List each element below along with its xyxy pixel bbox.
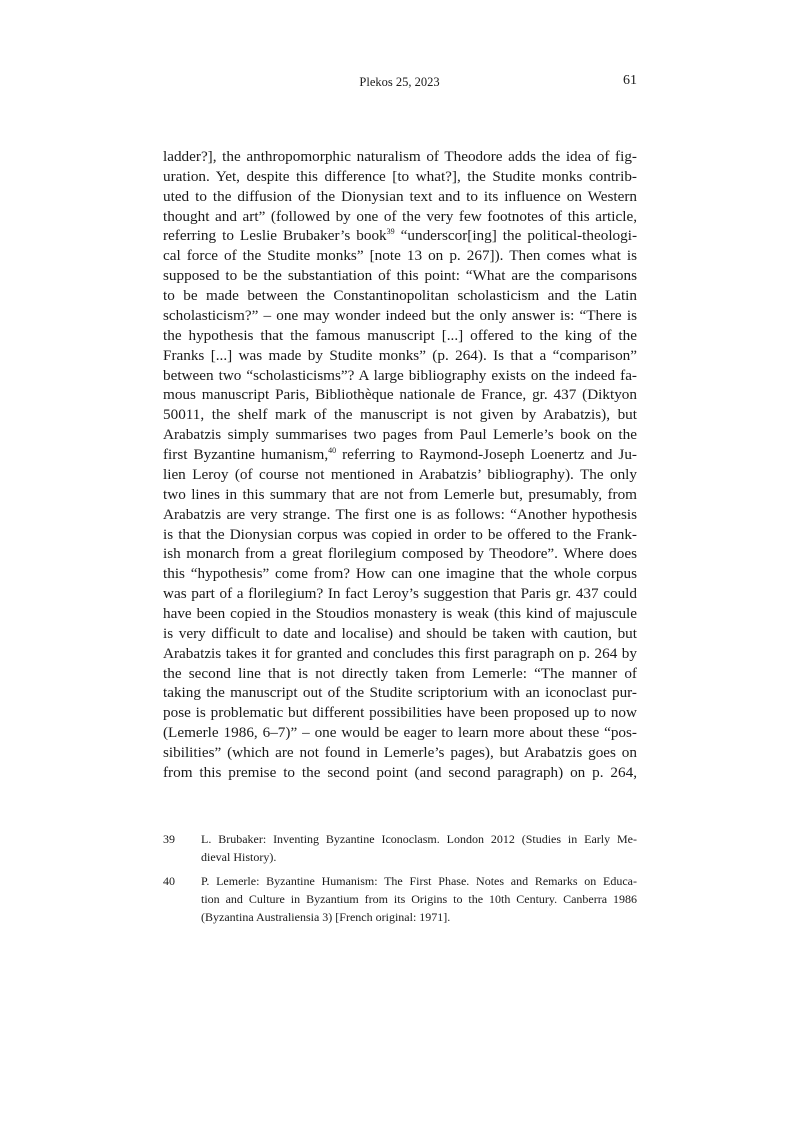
text-line: Arabatzis are very strange. The first one is as follows: “Another hypothesis	[163, 505, 637, 523]
footnote-reference[interactable]: 40	[328, 446, 337, 456]
text-line: to be made between the Constantinopolitan scholasticism and the Latin	[163, 287, 637, 305]
text-line: ish monarch from a great florilegium composed by Theodore”. Where does	[163, 545, 637, 563]
text-line: first Byzantine humanism,$^{40}$ referring to Raymond-Joseph Loenertz and Ju-	[163, 446, 637, 464]
footnote-line: dieval History).	[201, 850, 277, 864]
text-line: thought and art” (followed by one of the very few footnotes of this article,	[163, 207, 637, 225]
text-line: the second line that is not directly taken from Lemerle: “The manner of	[163, 664, 637, 682]
text-line: was part of a florilegium? In fact Leroy’s suggestion that Paris gr. 437 could	[163, 585, 637, 603]
running-header: Plekos 25, 2023	[359, 75, 440, 89]
text-line: referring to Leslie Brubaker’s book$^{39}$ “underscor[ing] the political-theologi-	[163, 227, 638, 245]
text-line: is very difficult to date and localise) and should be taken with caution, but	[163, 624, 637, 642]
text-line: Arabatzis takes it for granted and concludes this first paragraph on p. 264 by	[163, 644, 637, 662]
text-line: is that the Dionysian corpus was copied in order to be offered to the Frank-	[163, 525, 637, 543]
text-line: sibilities” (which are not found in Lemerle’s pages), but Arabatzis goes on	[163, 744, 637, 762]
text-line: between two “scholasticisms”? A large bibliography exists on the indeed fa-	[163, 366, 637, 384]
text-line: two lines in this summary that are not from Lemerle but, presumably, from	[163, 485, 637, 503]
text-line: mous manuscript Paris, Bibliothèque nationale de France, gr. 437 (Diktyon	[163, 386, 637, 404]
footnote-line: P. Lemerle: Byzantine Humanism: The First Phase. Notes and Remarks on Educa-	[201, 874, 637, 888]
text-line: supposed to be the substantiation of this point: “What are the comparisons	[163, 267, 637, 285]
text-line: lien Leroy (of course not mentioned in Arabatzis’ bibliography). The only	[163, 465, 637, 483]
text-line: taking the manuscript out of the Studite scriptorium with an iconoclast pur-	[163, 684, 637, 702]
text-line: cal force of the Studite monks” [note 13 on p. 267]). Then comes what is	[163, 247, 637, 265]
footnote-line: (Byzantina Australiensia 3) [French original: 1971].	[201, 910, 451, 924]
footnote-line: tion and Culture in Byzantium from its Origins to the 10th Century. Canberra 1986	[201, 892, 637, 906]
footnote	[163, 872, 637, 926]
text-line: uration. Yet, despite this difference [to what?], the Studite monks contrib-	[163, 167, 637, 185]
page-number: 61	[623, 73, 637, 88]
text-line: scholasticism?” – one may wonder indeed but the only answer is: “There is	[163, 306, 637, 324]
text-line: ladder?], the anthropomorphic naturalism of Theodore adds the idea of fig-	[163, 148, 637, 165]
footnote-number: 39	[163, 832, 175, 846]
footnote-line: L. Brubaker: Inventing Byzantine Iconoclasm. London 2012 (Studies in Early Me-	[201, 832, 637, 846]
footnote-reference[interactable]: 39	[386, 227, 395, 237]
text-line: Arabatzis simply summarises two pages from Paul Lemerle’s book on the	[163, 426, 637, 444]
text-line: from this premise to the second point (and second paragraph) on p. 264,	[163, 763, 637, 781]
text-line: (Lemerle 1986, 6–7)” – one would be eager to learn more about these “pos-	[163, 724, 637, 742]
text-line: the hypothesis that the famous manuscript [...] offered to the king of the	[163, 326, 637, 344]
text-line: Franks [...] was made by Studite monks” (p. 264). Is that a “comparison”	[163, 346, 637, 364]
text-line: uted to the diffusion of the Dionysian text and to its influence on Western	[163, 187, 637, 205]
footnote-number: 40	[163, 874, 175, 888]
text-line: this “hypothesis” come from? How can one imagine that the whole corpus	[163, 565, 637, 583]
text-line: have been copied in the Stoudios monastery is weak (this kind of majuscule	[163, 605, 637, 622]
text-line: 50011, the shelf mark of the manuscript is not given by Arabatzis), but	[163, 406, 637, 424]
text-line: pose is problematic but different possibilities have been proposed up to now	[163, 704, 637, 722]
footnote	[163, 830, 637, 866]
